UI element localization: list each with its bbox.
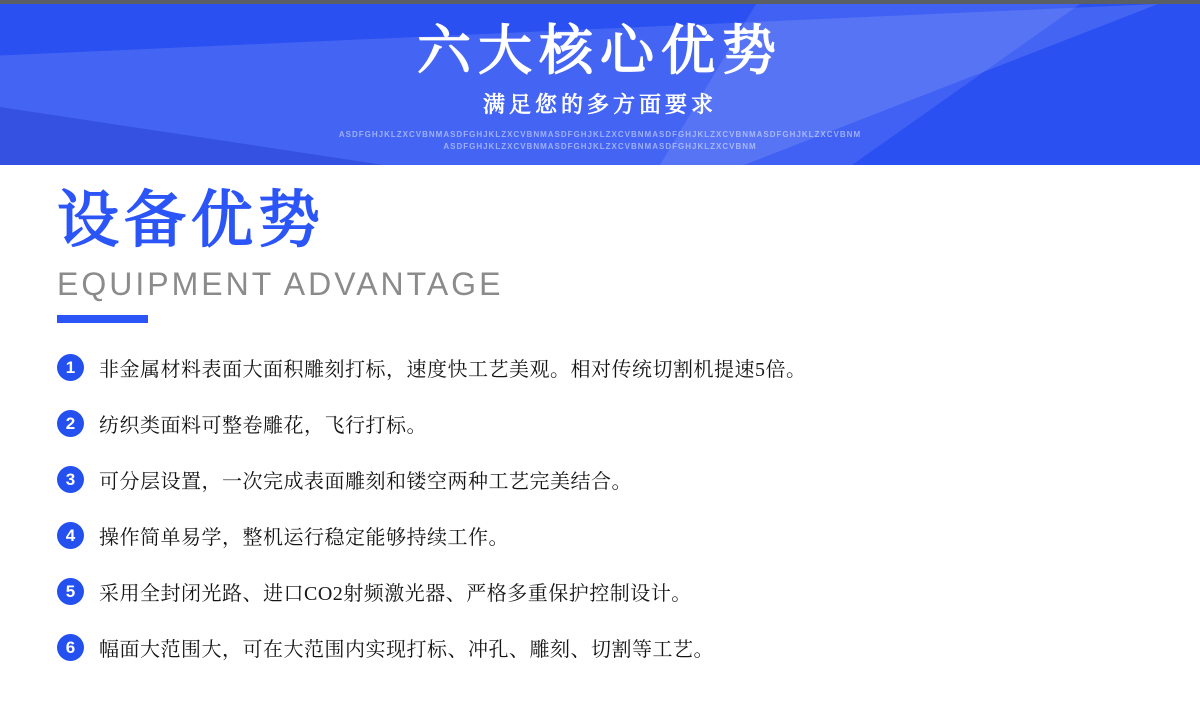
number-badge-1: 1 bbox=[57, 354, 84, 381]
section-title-chinese: 设备优势 bbox=[57, 186, 326, 255]
hero-watermark-text bbox=[0, 129, 1200, 153]
hero-banner bbox=[0, 4, 1200, 165]
hero-watermark-line2: ASDFGHJKLZXCVBNMASDFGHJKLZXCVBNMASDFGHJKLZXCVBNM bbox=[443, 142, 757, 151]
number-badge-5: 5 bbox=[57, 578, 84, 605]
section-accent-rule bbox=[57, 315, 148, 323]
advantage-text-6: 幅面大范围大，可在大范围内实现打标、冲孔、雕刻、切割等工艺。 bbox=[99, 639, 714, 661]
advantage-row-4 bbox=[57, 522, 1200, 549]
hero-subtitle: 满足您的多方面要求 bbox=[482, 92, 717, 117]
advantage-text-3: 可分层设置，一次完成表面雕刻和镂空两种工艺完美结合。 bbox=[99, 471, 632, 493]
advantage-row-6 bbox=[57, 634, 1200, 661]
advantage-list bbox=[57, 354, 1200, 661]
number-badge-2: 2 bbox=[57, 410, 84, 437]
advantage-text-4: 操作简单易学，整机运行稳定能够持续工作。 bbox=[99, 527, 509, 549]
advantage-row-5 bbox=[57, 578, 1200, 605]
number-badge-3: 3 bbox=[57, 466, 84, 493]
section-title-english: EQUIPMENT ADVANTAGE bbox=[57, 266, 504, 302]
advantage-text-2: 纺织类面料可整卷雕花，飞行打标。 bbox=[99, 415, 427, 437]
number-badge-4: 4 bbox=[57, 522, 84, 549]
advantage-text-1: 非金属材料表面大面积雕刻打标，速度快工艺美观。相对传统切割机提速5倍。 bbox=[99, 359, 807, 381]
advantage-row-2 bbox=[57, 410, 1200, 437]
hero-watermark-line1: ASDFGHJKLZXCVBNMASDFGHJKLZXCVBNMASDFGHJKLZXCVBNMASDFGHJKLZXCVBNMASDFGHJKLZXCVBNM bbox=[338, 130, 862, 139]
number-badge-6: 6 bbox=[57, 634, 84, 661]
advantage-row-1 bbox=[57, 354, 1200, 381]
equipment-advantage-section bbox=[0, 187, 1200, 661]
advantage-text-5: 采用全封闭光路、进口CO2射频激光器、严格多重保护控制设计。 bbox=[99, 583, 692, 605]
hero-title: 六大核心优势 bbox=[417, 21, 783, 81]
advantage-row-3 bbox=[57, 466, 1200, 493]
